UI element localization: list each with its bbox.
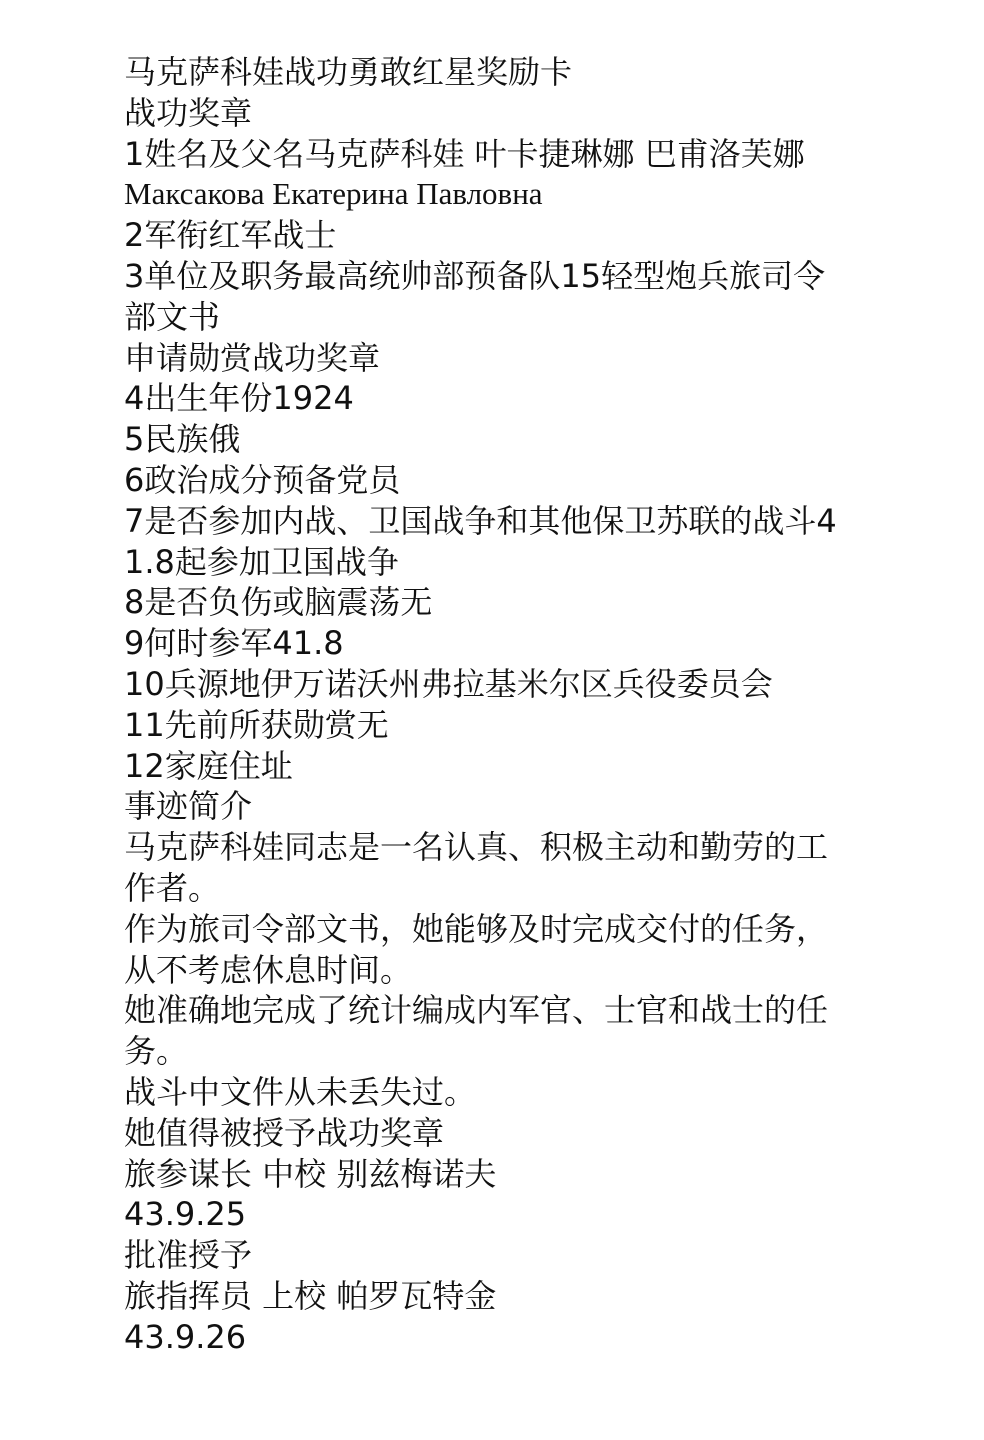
field-4-birth-year: 4出生年份1924 [124, 379, 354, 418]
signature-date-1: 43.9.25 [124, 1195, 247, 1234]
field-12-home-address: 12家庭住址 [124, 746, 293, 785]
signer-commander: 旅指挥员 上校 帕罗瓦特金 [124, 1276, 497, 1315]
signature-date-2: 43.9.26 [124, 1317, 247, 1356]
field-8-wounds: 8是否负伤或脑震荡无 [124, 583, 433, 622]
document-body [124, 52, 844, 1358]
field-5-nationality: 5民族俄 [124, 420, 241, 459]
deeds-paragraph-1: 马克萨科娃同志是一名认真、积极主动和勤劳的工作者。 [124, 828, 829, 907]
field-9-enlisted: 9何时参军41.8 [124, 624, 344, 663]
field-6-party: 6政治成分预备党员 [124, 460, 401, 499]
requested-award: 申请勋赏战功奖章 [124, 338, 381, 377]
field-11-previous-awards: 11先前所获勋赏无 [124, 705, 389, 744]
field-10-draft-office: 10兵源地伊万诺沃州弗拉基米尔区兵役委员会 [124, 664, 773, 703]
field-1-name: 1姓名及父名马克萨科娃 叶卡捷琳娜 巴甫洛芙娜 [124, 134, 805, 173]
award-name: 战功奖章 [124, 93, 253, 132]
approval-text: 批准授予 [124, 1236, 253, 1275]
field-7-war-participation: 7是否参加内战、卫国战争和其他保卫苏联的战斗41.8起参加卫国战争 [124, 501, 837, 581]
deeds-heading: 事迹简介 [124, 787, 253, 826]
document-title: 马克萨科娃战功勇敢红星奖励卡 [124, 53, 573, 91]
deeds-paragraph-3: 她准确地完成了统计编成内军官、士官和战士的任务。 [124, 991, 829, 1071]
field-3-unit: 3单位及职务最高统帅部预备队15轻型炮兵旅司令部文书 [124, 256, 826, 336]
deeds-conclusion: 她值得被授予战功奖章 [124, 1113, 445, 1152]
name-russian: Максакова Екатерина Павловна [124, 176, 543, 212]
deeds-paragraph-4: 战斗中文件从未丢失过。 [124, 1072, 477, 1111]
field-2-rank: 2军衔红军战士 [124, 216, 337, 255]
deeds-paragraph-2: 作为旅司令部文书，她能够及时完成交付的任务，从不考虑休息时间。 [124, 909, 829, 989]
signer-chief-of-staff: 旅参谋长 中校 别兹梅诺夫 [124, 1154, 497, 1193]
